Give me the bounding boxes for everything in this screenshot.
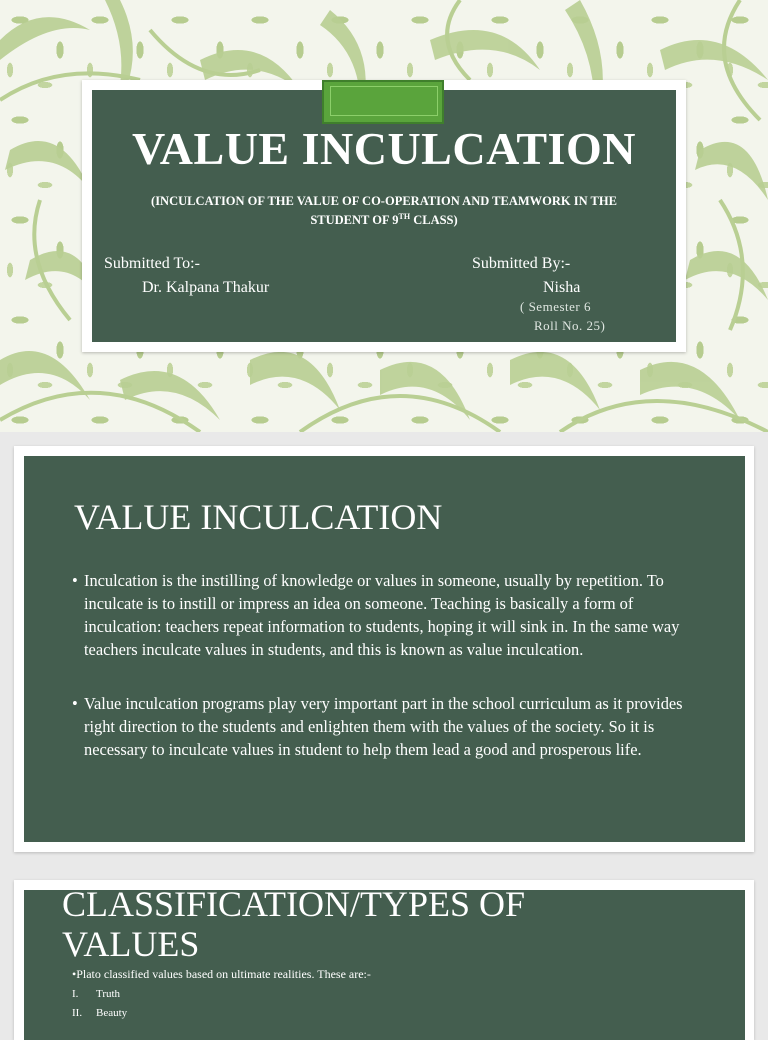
bullet-item — [72, 692, 702, 761]
submitted-to-label: Submitted To:- — [104, 255, 200, 272]
bullet-dot-icon: • — [72, 694, 78, 713]
submitted-to-name: Dr. Kalpana Thakur — [142, 279, 270, 296]
bullet-item — [72, 569, 702, 661]
content-slide-classification — [0, 880, 768, 1024]
list-number: II. — [72, 1007, 83, 1019]
roll-number-text: Roll No. 25) — [534, 318, 606, 333]
title-slide — [0, 0, 768, 432]
bullet-text: Plato classified values based on ultimate realities. These are:- — [76, 967, 371, 981]
bullet-dot-icon: • — [72, 571, 78, 590]
subtitle-line-2: STUDENT OF 9 — [310, 213, 399, 228]
semester-text: ( Semester 6 — [520, 299, 591, 314]
main-title: VALUE INCULCATION — [132, 123, 636, 174]
heading-line-1: CLASSIFICATION/TYPES OF — [62, 884, 526, 924]
bullet-dot-icon: • — [72, 967, 77, 981]
content-slide-value-inculcation — [0, 446, 768, 852]
slide-heading: VALUE INCULCATION — [74, 497, 443, 537]
list-item — [72, 988, 120, 1000]
title-tab-decoration — [322, 80, 444, 124]
submitted-by-name: Nisha — [543, 279, 581, 296]
heading-line-2: VALUES — [62, 924, 200, 964]
subtitle-line-1: (INCULCATION OF THE VALUE OF CO-OPERATION AND TEAMWORK IN THE — [151, 194, 617, 208]
list-number: I. — [72, 988, 79, 1000]
list-item — [72, 1007, 127, 1019]
subtitle-superscript: TH — [398, 212, 411, 221]
subtitle-line-2-end: CLASS) — [410, 213, 458, 228]
list-label: Beauty — [96, 1007, 128, 1019]
bullet-text: Inculcation is the instilling of knowledge or values in someone, usually by repetition. To inculcate is to instill or impress an idea on someone. Teaching is basically a form of inculcation: teachers repeat information to students, hoping it will sink in. In the same way teachers inculcate values in students, and this is known as value inculcation. — [84, 571, 680, 659]
bullet-item — [72, 967, 371, 982]
slide-heading — [62, 884, 662, 964]
submitted-by-label: Submitted By:- — [472, 255, 571, 272]
list-label: Truth — [96, 988, 121, 1000]
subtitle — [104, 193, 664, 228]
bullet-text: Value inculcation programs play very important part in the school curriculum as it provides right direction to the students and enlighten them with the values of the society. So it is necessary to inculcate values in student to help them lead a good and prosperous life. — [84, 694, 683, 759]
